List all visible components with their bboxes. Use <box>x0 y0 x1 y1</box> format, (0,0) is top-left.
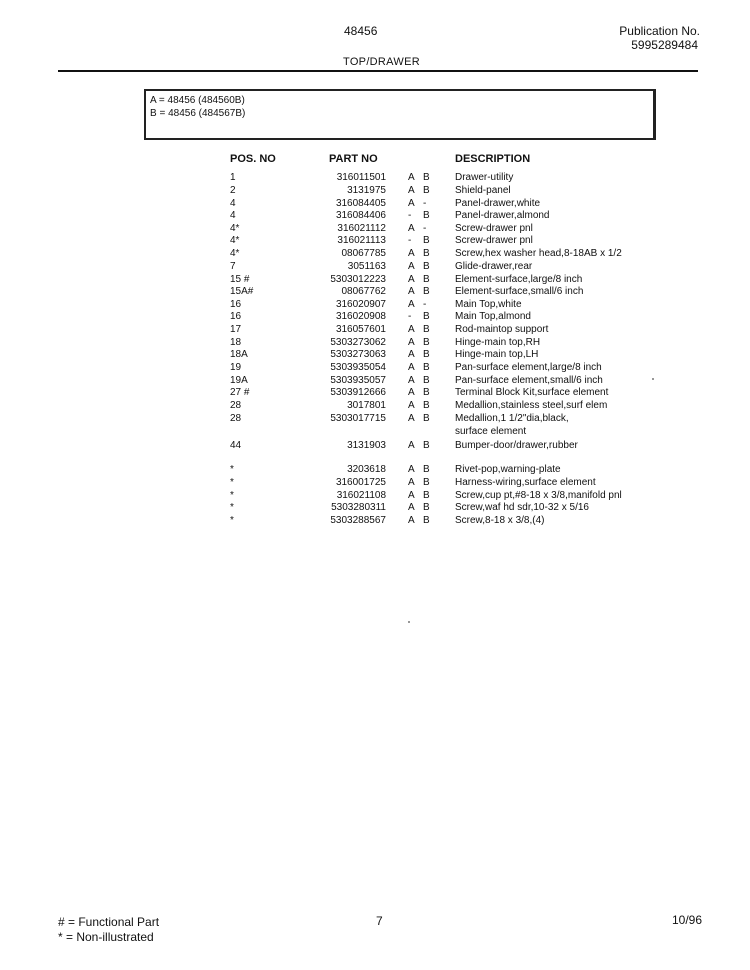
model-a-flag: - <box>408 235 412 246</box>
parts-row <box>0 515 750 528</box>
publication-number: 5995289484 <box>631 38 698 52</box>
revision-date: 10/96 <box>672 913 703 927</box>
pos-number: 16 <box>230 299 242 310</box>
publication-label: Publication No. <box>619 24 700 38</box>
part-description: Screw-drawer pnl <box>455 223 533 234</box>
part-description: Drawer-utility <box>455 172 514 183</box>
pos-number: * <box>230 464 234 475</box>
model-a-flag: A <box>408 172 415 183</box>
model-b-flag: B <box>423 286 430 297</box>
part-description: Screw,hex washer head,8-18AB x 1/2 <box>455 248 622 259</box>
model-number: 48456 <box>344 24 378 38</box>
pos-number: 4 <box>230 198 236 209</box>
model-a-flag: A <box>408 299 415 310</box>
pos-number: 17 <box>230 324 242 335</box>
part-description: Panel-drawer,white <box>455 198 541 209</box>
part-number: 08067762 <box>341 286 386 297</box>
part-description: Element-surface,large/8 inch <box>455 274 583 285</box>
model-b-flag: B <box>423 502 430 513</box>
part-description: Rod-maintop support <box>455 324 549 335</box>
model-a-flag: A <box>408 440 415 451</box>
parts-row <box>0 502 750 515</box>
pos-number: * <box>230 477 234 488</box>
part-number: 08067785 <box>341 248 386 259</box>
parts-row <box>0 324 750 337</box>
model-b-flag: B <box>423 515 430 526</box>
pos-number: 15 # <box>230 274 250 285</box>
model-b-flag: B <box>423 387 430 398</box>
model-b-flag: B <box>423 349 430 360</box>
parts-row <box>0 248 750 261</box>
pos-number: 18A <box>230 349 248 360</box>
part-number: 316084406 <box>335 210 386 221</box>
model-b-flag: B <box>423 235 430 246</box>
part-description: Bumper-door/drawer,rubber <box>455 440 578 451</box>
part-number: 316021108 <box>336 490 386 501</box>
part-number: 5303273062 <box>330 337 386 348</box>
pos-number: 19 <box>230 362 242 373</box>
parts-row <box>0 349 750 362</box>
parts-row <box>0 440 750 453</box>
part-number: 5303288567 <box>330 515 386 526</box>
page-number: 7 <box>376 914 383 928</box>
part-number: 316021113 <box>337 235 386 246</box>
model-b-flag: B <box>423 185 430 196</box>
parts-row <box>0 464 750 477</box>
model-a-flag: A <box>408 349 415 360</box>
model-b-flag: B <box>423 400 430 411</box>
model-b-flag: B <box>423 375 430 386</box>
part-description: Rivet-pop,warning-plate <box>455 464 561 475</box>
part-number: 316084405 <box>335 198 386 209</box>
part-description: Screw-drawer pnl <box>455 235 533 246</box>
pos-number: 19A <box>230 375 248 386</box>
part-number: 316020908 <box>335 311 386 322</box>
pos-number: 4 <box>230 210 236 221</box>
model-a-flag: A <box>408 337 415 348</box>
pos-number: 15A# <box>230 286 254 297</box>
model-a-flag: A <box>408 515 415 526</box>
part-number: 316020907 <box>335 299 386 310</box>
parts-row <box>0 235 750 248</box>
model-legend-box <box>144 89 656 140</box>
model-a-flag: A <box>408 375 415 386</box>
part-description: Pan-surface element,large/8 inch <box>455 362 602 373</box>
parts-row <box>0 185 750 198</box>
scan-speck <box>652 378 654 380</box>
pos-number: 4* <box>230 235 240 246</box>
part-number: 5303280311 <box>331 502 386 513</box>
part-description: Glide-drawer,rear <box>455 261 533 272</box>
pos-number: * <box>230 502 234 513</box>
model-a-flag: A <box>408 185 415 196</box>
part-description: Element-surface,small/6 inch <box>455 286 584 297</box>
part-number: 5303273063 <box>330 349 386 360</box>
non-illustrated-note: * = Non-illustrated <box>58 930 154 944</box>
model-b-flag: B <box>423 477 430 488</box>
model-b-flag: B <box>423 464 430 475</box>
model-b-flag: B <box>423 440 430 451</box>
model-b-flag: - <box>423 223 427 234</box>
scan-speck <box>408 621 410 623</box>
model-b-flag: B <box>423 172 430 183</box>
parts-row <box>0 311 750 324</box>
part-number: 3203618 <box>347 464 386 475</box>
model-a-flag: A <box>408 223 415 234</box>
model-a-flag: A <box>408 387 415 398</box>
part-description: Medallion,stainless steel,surf elem <box>455 400 608 411</box>
pos-number: 28 <box>230 400 242 411</box>
model-a-flag: A <box>408 324 415 335</box>
part-description-continued: surface element <box>455 426 527 437</box>
part-description: Screw,cup pt,#8-18 x 3/8,manifold pnl <box>455 490 622 501</box>
part-number: 5303912666 <box>330 387 386 398</box>
part-description: Main Top,white <box>455 299 522 310</box>
part-description: Screw,8-18 x 3/8,(4) <box>455 515 545 526</box>
model-b-flag: B <box>423 490 430 501</box>
model-a-flag: A <box>408 261 415 272</box>
pos-number: * <box>230 490 234 501</box>
model-b-flag: B <box>423 413 430 424</box>
part-description: Terminal Block Kit,surface element <box>455 387 609 398</box>
part-description: Hinge-main top,LH <box>455 349 539 360</box>
part-number: 316011501 <box>336 172 386 183</box>
pos-number: * <box>230 515 234 526</box>
model-b-flag: B <box>423 324 430 335</box>
part-number: 316021112 <box>337 223 386 234</box>
pos-number: 7 <box>230 261 236 272</box>
model-a-flag: A <box>408 490 415 501</box>
model-b-flag: B <box>423 248 430 259</box>
model-a-flag: A <box>408 477 415 488</box>
model-b-flag: B <box>423 274 430 285</box>
functional-part-note: # = Functional Part <box>58 915 160 929</box>
parts-row <box>0 362 750 375</box>
parts-row <box>0 400 750 413</box>
part-number: 316057601 <box>335 324 386 335</box>
pos-number: 4* <box>230 223 240 234</box>
part-description: Main Top,almond <box>455 311 531 322</box>
part-number: 5303012223 <box>330 274 386 285</box>
part-number: 5303935054 <box>330 362 386 373</box>
model-a-flag: A <box>408 248 415 259</box>
parts-row <box>0 387 750 400</box>
model-b-flag: - <box>423 198 427 209</box>
part-number: 5303935057 <box>330 375 386 386</box>
pos-number: 18 <box>230 337 242 348</box>
part-description: Panel-drawer,almond <box>455 210 550 221</box>
model-a-flag: - <box>408 210 412 221</box>
parts-row <box>0 172 750 185</box>
pos-number: 1 <box>230 172 236 183</box>
part-number: 316001725 <box>335 477 386 488</box>
model-a-flag: A <box>408 274 415 285</box>
parts-row <box>0 413 750 437</box>
part-number: 5303017715 <box>330 413 386 424</box>
pos-number: 16 <box>230 311 242 322</box>
part-description: Medallion,1 1/2"dia,black, <box>455 413 569 424</box>
model-a-flag: A <box>408 464 415 475</box>
parts-row <box>0 286 750 299</box>
model-a-flag: A <box>408 198 415 209</box>
part-description: Harness-wiring,surface element <box>455 477 596 488</box>
model-a-flag: A <box>408 400 415 411</box>
legend-line-a: A = 48456 (484560B) <box>150 95 245 106</box>
part-description: Shield-panel <box>455 185 511 196</box>
part-description: Hinge-main top,RH <box>455 337 541 348</box>
model-a-flag: - <box>408 311 412 322</box>
model-a-flag: A <box>408 413 415 424</box>
section-title: TOP/DRAWER <box>343 56 420 68</box>
part-number: 3131975 <box>347 185 386 196</box>
part-description: Pan-surface element,small/6 inch <box>455 375 603 386</box>
pos-number: 27 # <box>230 387 250 398</box>
model-a-flag: A <box>408 362 415 373</box>
model-b-flag: B <box>423 362 430 373</box>
pos-number: 4* <box>230 248 240 259</box>
part-number: 3017801 <box>347 400 386 411</box>
header-rule <box>58 70 698 72</box>
pos-number: 44 <box>230 440 242 451</box>
part-description: Screw,waf hd sdr,10-32 x 5/16 <box>455 502 589 513</box>
parts-row <box>0 210 750 223</box>
column-header-part: PART NO <box>329 153 378 165</box>
model-a-flag: A <box>408 502 415 513</box>
model-b-flag: B <box>423 261 430 272</box>
model-b-flag: B <box>423 210 430 221</box>
parts-row <box>0 477 750 490</box>
model-b-flag: - <box>423 299 427 310</box>
model-b-flag: B <box>423 311 430 322</box>
part-number: 3051163 <box>347 261 386 272</box>
parts-row <box>0 261 750 274</box>
column-header-pos: POS. NO <box>230 153 276 165</box>
legend-line-b: B = 48456 (484567B) <box>150 108 246 119</box>
part-number: 3131903 <box>347 440 386 451</box>
pos-number: 28 <box>230 413 242 424</box>
pos-number: 2 <box>230 185 236 196</box>
column-header-description: DESCRIPTION <box>455 153 531 165</box>
model-a-flag: A <box>408 286 415 297</box>
model-b-flag: B <box>423 337 430 348</box>
